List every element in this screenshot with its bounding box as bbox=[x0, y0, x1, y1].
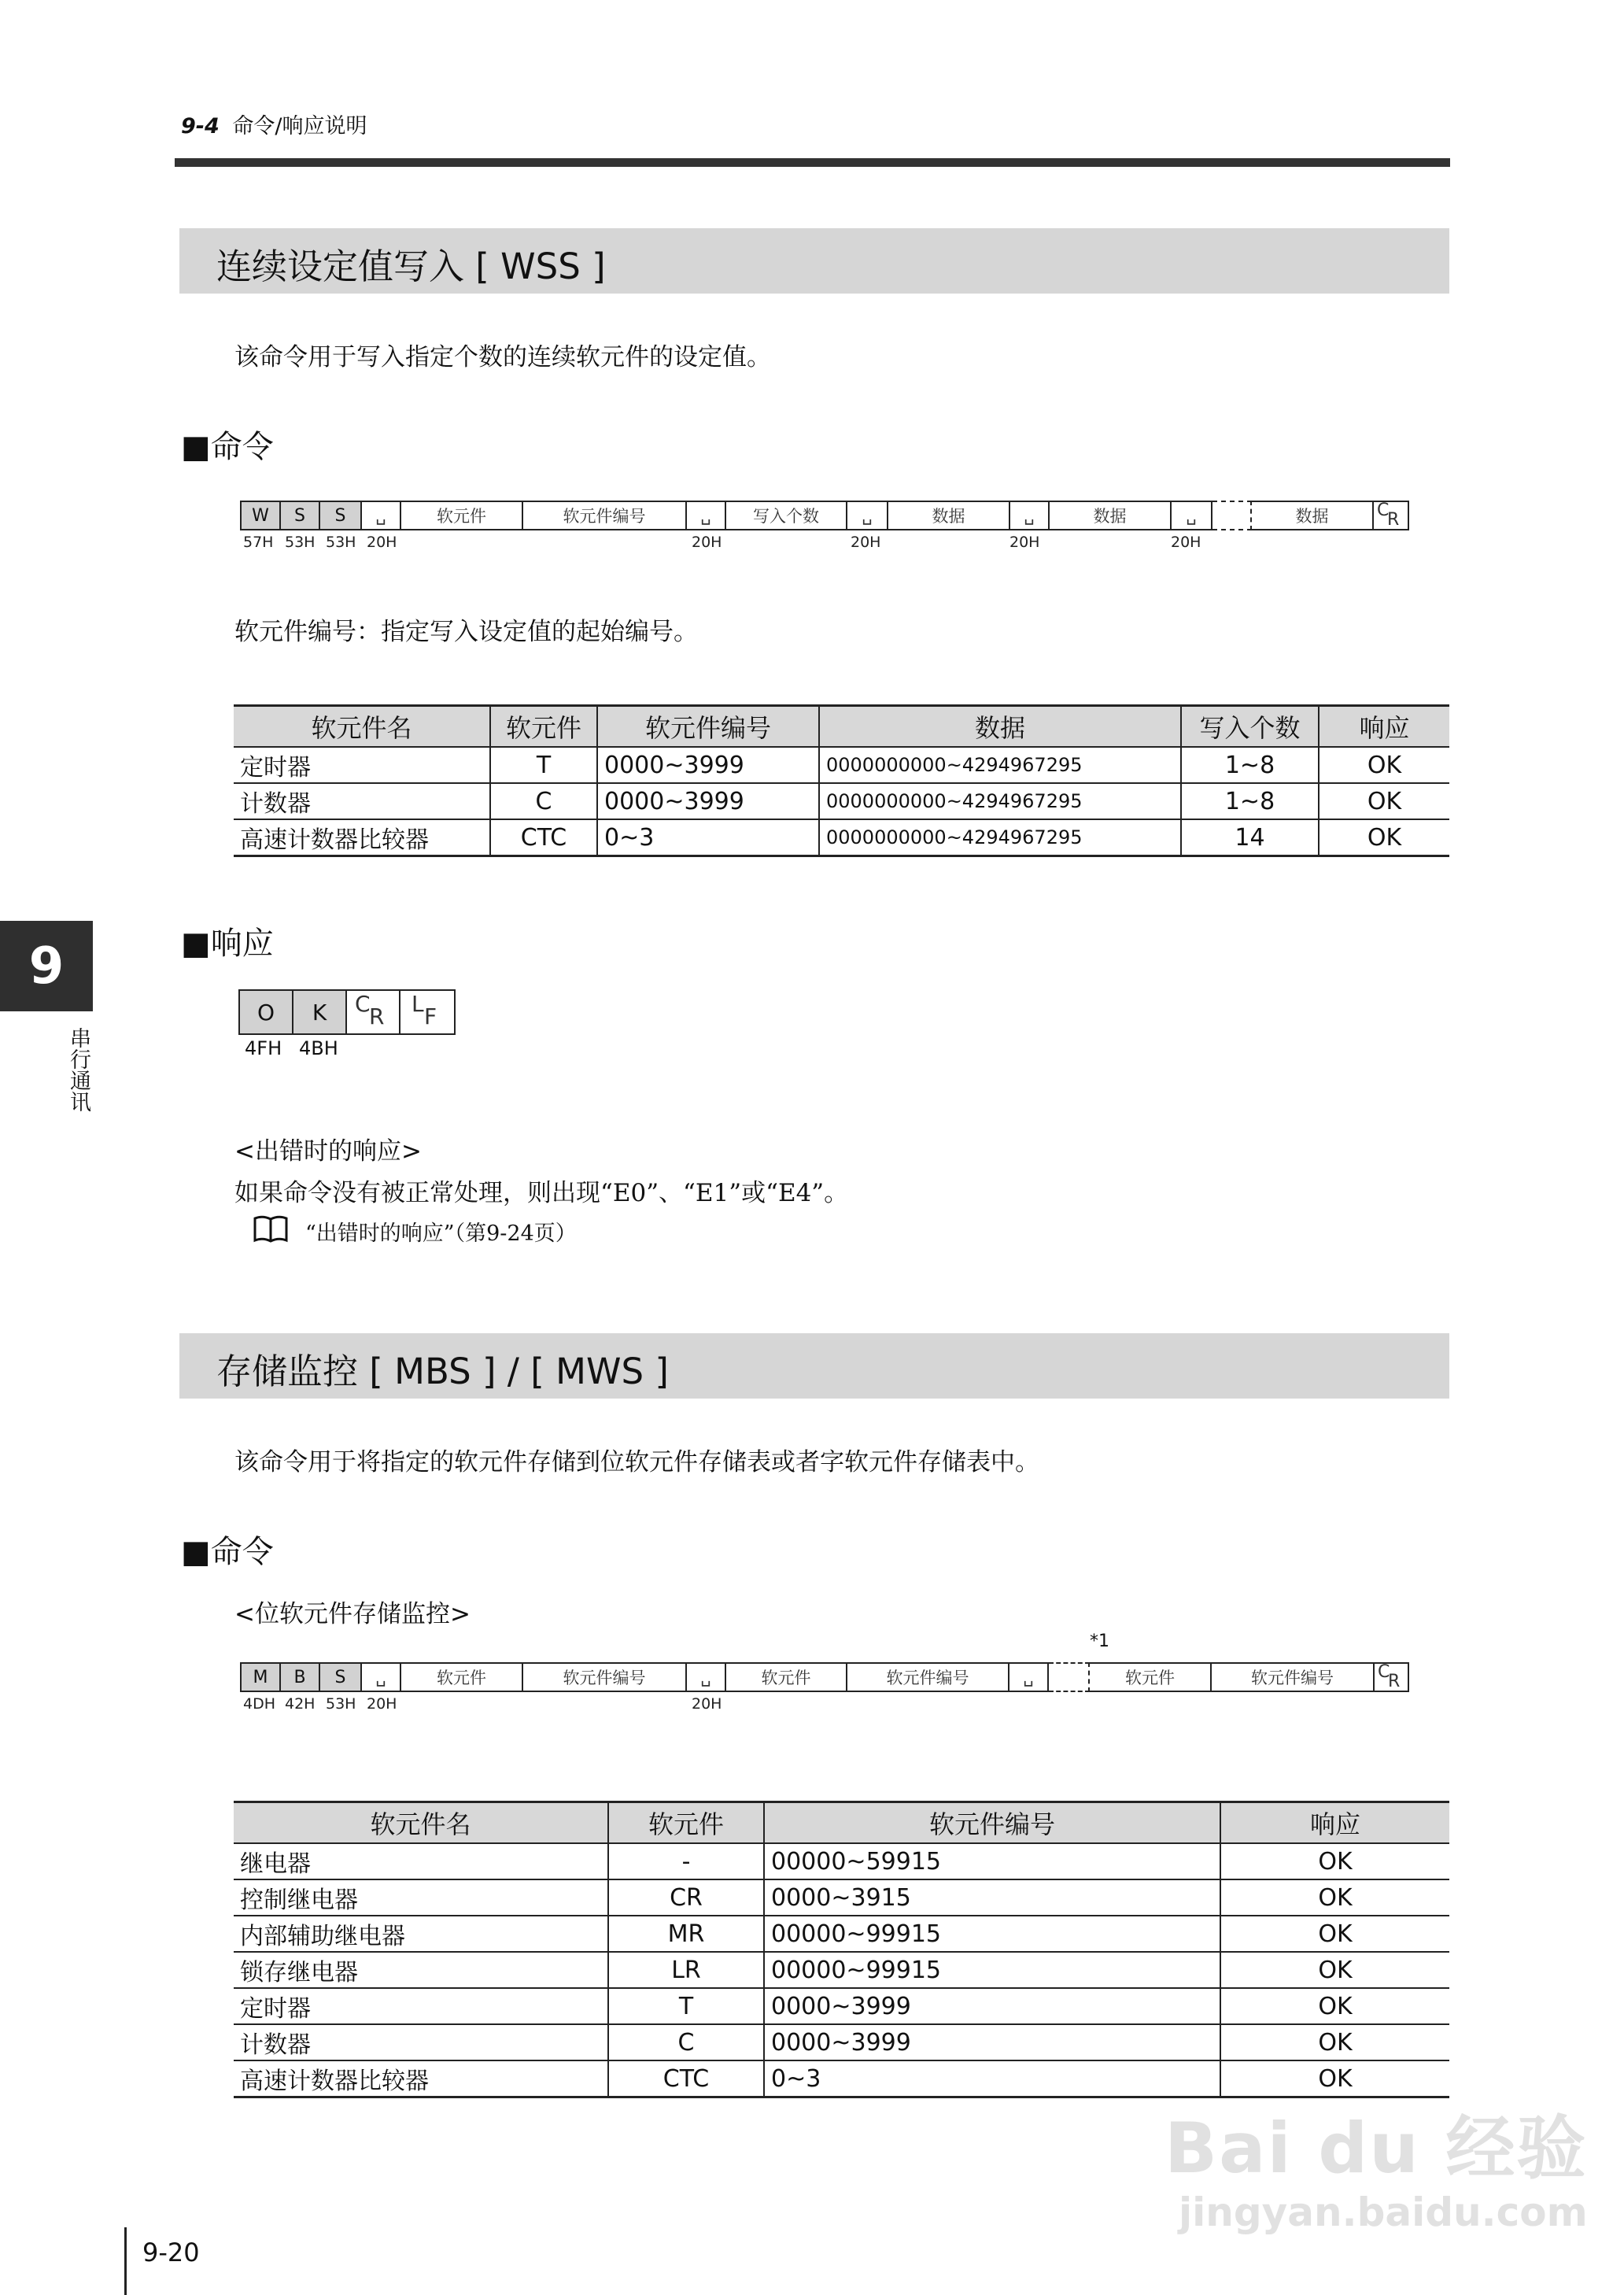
table-header: 软元件名 bbox=[234, 706, 490, 748]
running-header bbox=[181, 109, 367, 139]
frame-ellipsis bbox=[1212, 501, 1252, 530]
table-row bbox=[234, 1879, 1449, 1916]
table-cell: 1~8 bbox=[1181, 747, 1319, 783]
frame-write-count: 写入个数 bbox=[726, 502, 847, 529]
frame-device-number: 软元件编号 bbox=[523, 502, 687, 529]
wss-device-number-note: 软元件编号：指定写入设定值的起始编号。 bbox=[234, 618, 698, 646]
table-cell: 00000~59915 bbox=[764, 1843, 1220, 1879]
table-cell: OK bbox=[1220, 1988, 1449, 2024]
table-cell: 0000~3999 bbox=[764, 1988, 1220, 2024]
table-cell: 14 bbox=[1181, 819, 1319, 856]
footnote-mark: *1 bbox=[1090, 1632, 1109, 1651]
hex-label: 20H bbox=[851, 534, 881, 551]
section-title-mbs: 存储监控 [ MBS ] / [ MWS ] bbox=[216, 1351, 669, 1392]
cr-r: R bbox=[1387, 510, 1400, 530]
table-cell: OK bbox=[1319, 747, 1449, 783]
wss-command-heading: ■命令 bbox=[181, 429, 274, 465]
frame-device: 软元件 bbox=[401, 1664, 523, 1691]
frame-ellipsis bbox=[1049, 1662, 1090, 1692]
table-row bbox=[234, 1952, 1449, 1988]
table-cell: OK bbox=[1220, 2024, 1449, 2060]
table-cell: 高速计数器比较器 bbox=[234, 2060, 608, 2097]
table-row bbox=[234, 2060, 1449, 2097]
table-cell: OK bbox=[1319, 819, 1449, 856]
space-char: ␣ bbox=[1172, 502, 1212, 529]
mbs-intro: 该命令用于将指定的软元件存储到位软元件存储表或者字软元件存储表中。 bbox=[234, 1448, 1039, 1476]
frame-cr bbox=[1375, 1664, 1408, 1691]
chapter-tab bbox=[0, 921, 93, 1011]
table-row bbox=[234, 1843, 1449, 1879]
table-cell: 0000~3999 bbox=[597, 783, 819, 819]
table-cell: 继电器 bbox=[234, 1843, 608, 1879]
section-title-wss: 连续设定值写入 [ WSS ] bbox=[216, 246, 606, 287]
hex-label: 4BH bbox=[299, 1037, 338, 1059]
table-header-row bbox=[234, 706, 1449, 748]
table-cell: 高速计数器比较器 bbox=[234, 819, 490, 856]
table-row bbox=[234, 747, 1449, 783]
table-cell: T bbox=[608, 1988, 764, 2024]
space-char: ␣ bbox=[362, 1664, 401, 1691]
header-section-number: 9-4 bbox=[181, 114, 220, 139]
table-cell: OK bbox=[1220, 1916, 1449, 1952]
table-header: 写入个数 bbox=[1181, 706, 1319, 748]
resp-char: O bbox=[240, 991, 293, 1033]
table-cell: LR bbox=[608, 1952, 764, 1988]
hex-label: 20H bbox=[692, 1695, 722, 1713]
frame-char: S bbox=[320, 1664, 362, 1691]
table-cell: OK bbox=[1220, 2060, 1449, 2097]
frame-char: S bbox=[281, 502, 320, 529]
cr-r: R bbox=[1388, 1672, 1401, 1691]
frame-device-number: 软元件编号 bbox=[523, 1664, 687, 1691]
hex-label: 53H bbox=[326, 534, 356, 551]
table-header: 数据 bbox=[819, 706, 1181, 748]
cr-c: C bbox=[1378, 1662, 1390, 1682]
table-cell: CTC bbox=[608, 2060, 764, 2097]
table-cell: 1~8 bbox=[1181, 783, 1319, 819]
header-rule bbox=[175, 158, 1450, 167]
table-cell: 定时器 bbox=[234, 747, 490, 783]
table-cell: OK bbox=[1319, 783, 1449, 819]
page-number: 9-20 bbox=[142, 2238, 200, 2267]
table-cell: OK bbox=[1220, 1952, 1449, 1988]
wss-response-heading: ■响应 bbox=[181, 926, 274, 962]
book-icon bbox=[252, 1214, 290, 1244]
hex-label: 20H bbox=[1009, 534, 1040, 551]
frame-data: 数据 bbox=[1252, 502, 1374, 529]
space-char: ␣ bbox=[687, 502, 726, 529]
table-cell: OK bbox=[1220, 1879, 1449, 1916]
table-cell: 计数器 bbox=[234, 2024, 608, 2060]
table-header: 软元件名 bbox=[234, 1802, 608, 1844]
mbs-command-frame bbox=[240, 1662, 1409, 1692]
table-cell: 00000~99915 bbox=[764, 1952, 1220, 1988]
watermark-url: jingyan.baidu.com bbox=[1179, 2190, 1588, 2235]
frame-char: B bbox=[281, 1664, 320, 1691]
table-cell: C bbox=[490, 783, 597, 819]
space-char: ␣ bbox=[847, 502, 888, 529]
table-cell: 0000000000~4294967295 bbox=[819, 783, 1181, 819]
table-cell: 锁存继电器 bbox=[234, 1952, 608, 1988]
watermark-brand: Bai du 经验 bbox=[1164, 2108, 1588, 2189]
table-cell: C bbox=[608, 2024, 764, 2060]
frame-device-number: 软元件编号 bbox=[1212, 1664, 1375, 1691]
table-cell: 0000~3915 bbox=[764, 1879, 1220, 1916]
table-header: 软元件 bbox=[490, 706, 597, 748]
frame-device: 软元件 bbox=[1090, 1664, 1212, 1691]
resp-char: K bbox=[293, 991, 347, 1033]
table-cell: - bbox=[608, 1843, 764, 1879]
table-cell: 内部辅助继电器 bbox=[234, 1916, 608, 1952]
table-row bbox=[234, 819, 1449, 856]
chapter-label: 串行通讯 bbox=[66, 1027, 90, 1112]
hex-label: 53H bbox=[285, 534, 316, 551]
table-cell: 0~3 bbox=[597, 819, 819, 856]
space-char: ␣ bbox=[362, 502, 401, 529]
error-response-title: <出错时的响应> bbox=[234, 1137, 422, 1166]
error-response-text: 如果命令没有被正常处理，则出现“E0”、“E1”或“E4”。 bbox=[234, 1179, 849, 1207]
error-reference-link[interactable]: “出错时的响应”（第9-24页） bbox=[305, 1221, 577, 1246]
table-row bbox=[234, 2024, 1449, 2060]
frame-char: S bbox=[320, 502, 362, 529]
table-header: 软元件 bbox=[608, 1802, 764, 1844]
cr-c: C bbox=[355, 991, 371, 1017]
header-section-title: 命令/响应说明 bbox=[232, 114, 367, 139]
hex-label: 42H bbox=[285, 1695, 316, 1713]
bit-monitor-subtitle: <位软元件存储监控> bbox=[234, 1600, 471, 1628]
frame-device: 软元件 bbox=[401, 502, 523, 529]
hex-label: 20H bbox=[1171, 534, 1201, 551]
space-char: ␣ bbox=[687, 1664, 726, 1691]
resp-cr bbox=[347, 991, 400, 1033]
table-row bbox=[234, 1988, 1449, 2024]
table-header: 软元件编号 bbox=[764, 1802, 1220, 1844]
table-cell: 0000~3999 bbox=[764, 2024, 1220, 2060]
lf-l: L bbox=[412, 991, 424, 1017]
table-header: 软元件编号 bbox=[597, 706, 819, 748]
table-cell: 0000~3999 bbox=[597, 747, 819, 783]
wss-device-table bbox=[234, 704, 1449, 857]
table-cell: MR bbox=[608, 1916, 764, 1952]
table-header: 响应 bbox=[1220, 1802, 1449, 1844]
frame-device: 软元件 bbox=[726, 1664, 847, 1691]
resp-lf bbox=[400, 991, 454, 1033]
table-cell: 控制继电器 bbox=[234, 1879, 608, 1916]
hex-label: 57H bbox=[243, 534, 274, 551]
hex-label: 20H bbox=[692, 534, 722, 551]
cr-r: R bbox=[369, 1003, 385, 1029]
hex-label: 53H bbox=[326, 1695, 356, 1713]
chapter-number: 9 bbox=[28, 937, 65, 996]
table-cell: 00000~99915 bbox=[764, 1916, 1220, 1952]
table-header-row bbox=[234, 1802, 1449, 1844]
hex-label: 20H bbox=[367, 534, 397, 551]
hex-label: 4DH bbox=[243, 1695, 276, 1713]
table-cell: 0~3 bbox=[764, 2060, 1220, 2097]
space-char: ␣ bbox=[1009, 1664, 1049, 1691]
table-cell: CR bbox=[608, 1879, 764, 1916]
table-cell: CTC bbox=[490, 819, 597, 856]
space-char: ␣ bbox=[1010, 502, 1050, 529]
mbs-command-heading: ■命令 bbox=[181, 1534, 274, 1570]
frame-device-number: 软元件编号 bbox=[847, 1664, 1009, 1691]
cr-c: C bbox=[1377, 501, 1390, 520]
wss-intro: 该命令用于写入指定个数的连续软元件的设定值。 bbox=[234, 343, 771, 371]
table-cell: 0000000000~4294967295 bbox=[819, 819, 1181, 856]
table-cell: 0000000000~4294967295 bbox=[819, 747, 1181, 783]
table-cell: 定时器 bbox=[234, 1988, 608, 2024]
response-frame bbox=[238, 989, 456, 1035]
hex-label: 4FH bbox=[245, 1037, 282, 1059]
mbs-device-table bbox=[234, 1801, 1449, 2098]
table-cell: T bbox=[490, 747, 597, 783]
wss-command-frame bbox=[240, 501, 1409, 530]
footer-rule bbox=[124, 2227, 127, 2295]
table-cell: 计数器 bbox=[234, 783, 490, 819]
frame-data: 数据 bbox=[888, 502, 1010, 529]
table-row bbox=[234, 783, 1449, 819]
table-row bbox=[234, 1916, 1449, 1952]
frame-data: 数据 bbox=[1050, 502, 1172, 529]
frame-cr bbox=[1374, 502, 1405, 529]
table-header: 响应 bbox=[1319, 706, 1449, 748]
hex-label: 20H bbox=[367, 1695, 397, 1713]
frame-char: M bbox=[242, 1664, 281, 1691]
table-cell: OK bbox=[1220, 1843, 1449, 1879]
frame-char: W bbox=[242, 502, 281, 529]
lf-f: F bbox=[424, 1003, 437, 1029]
